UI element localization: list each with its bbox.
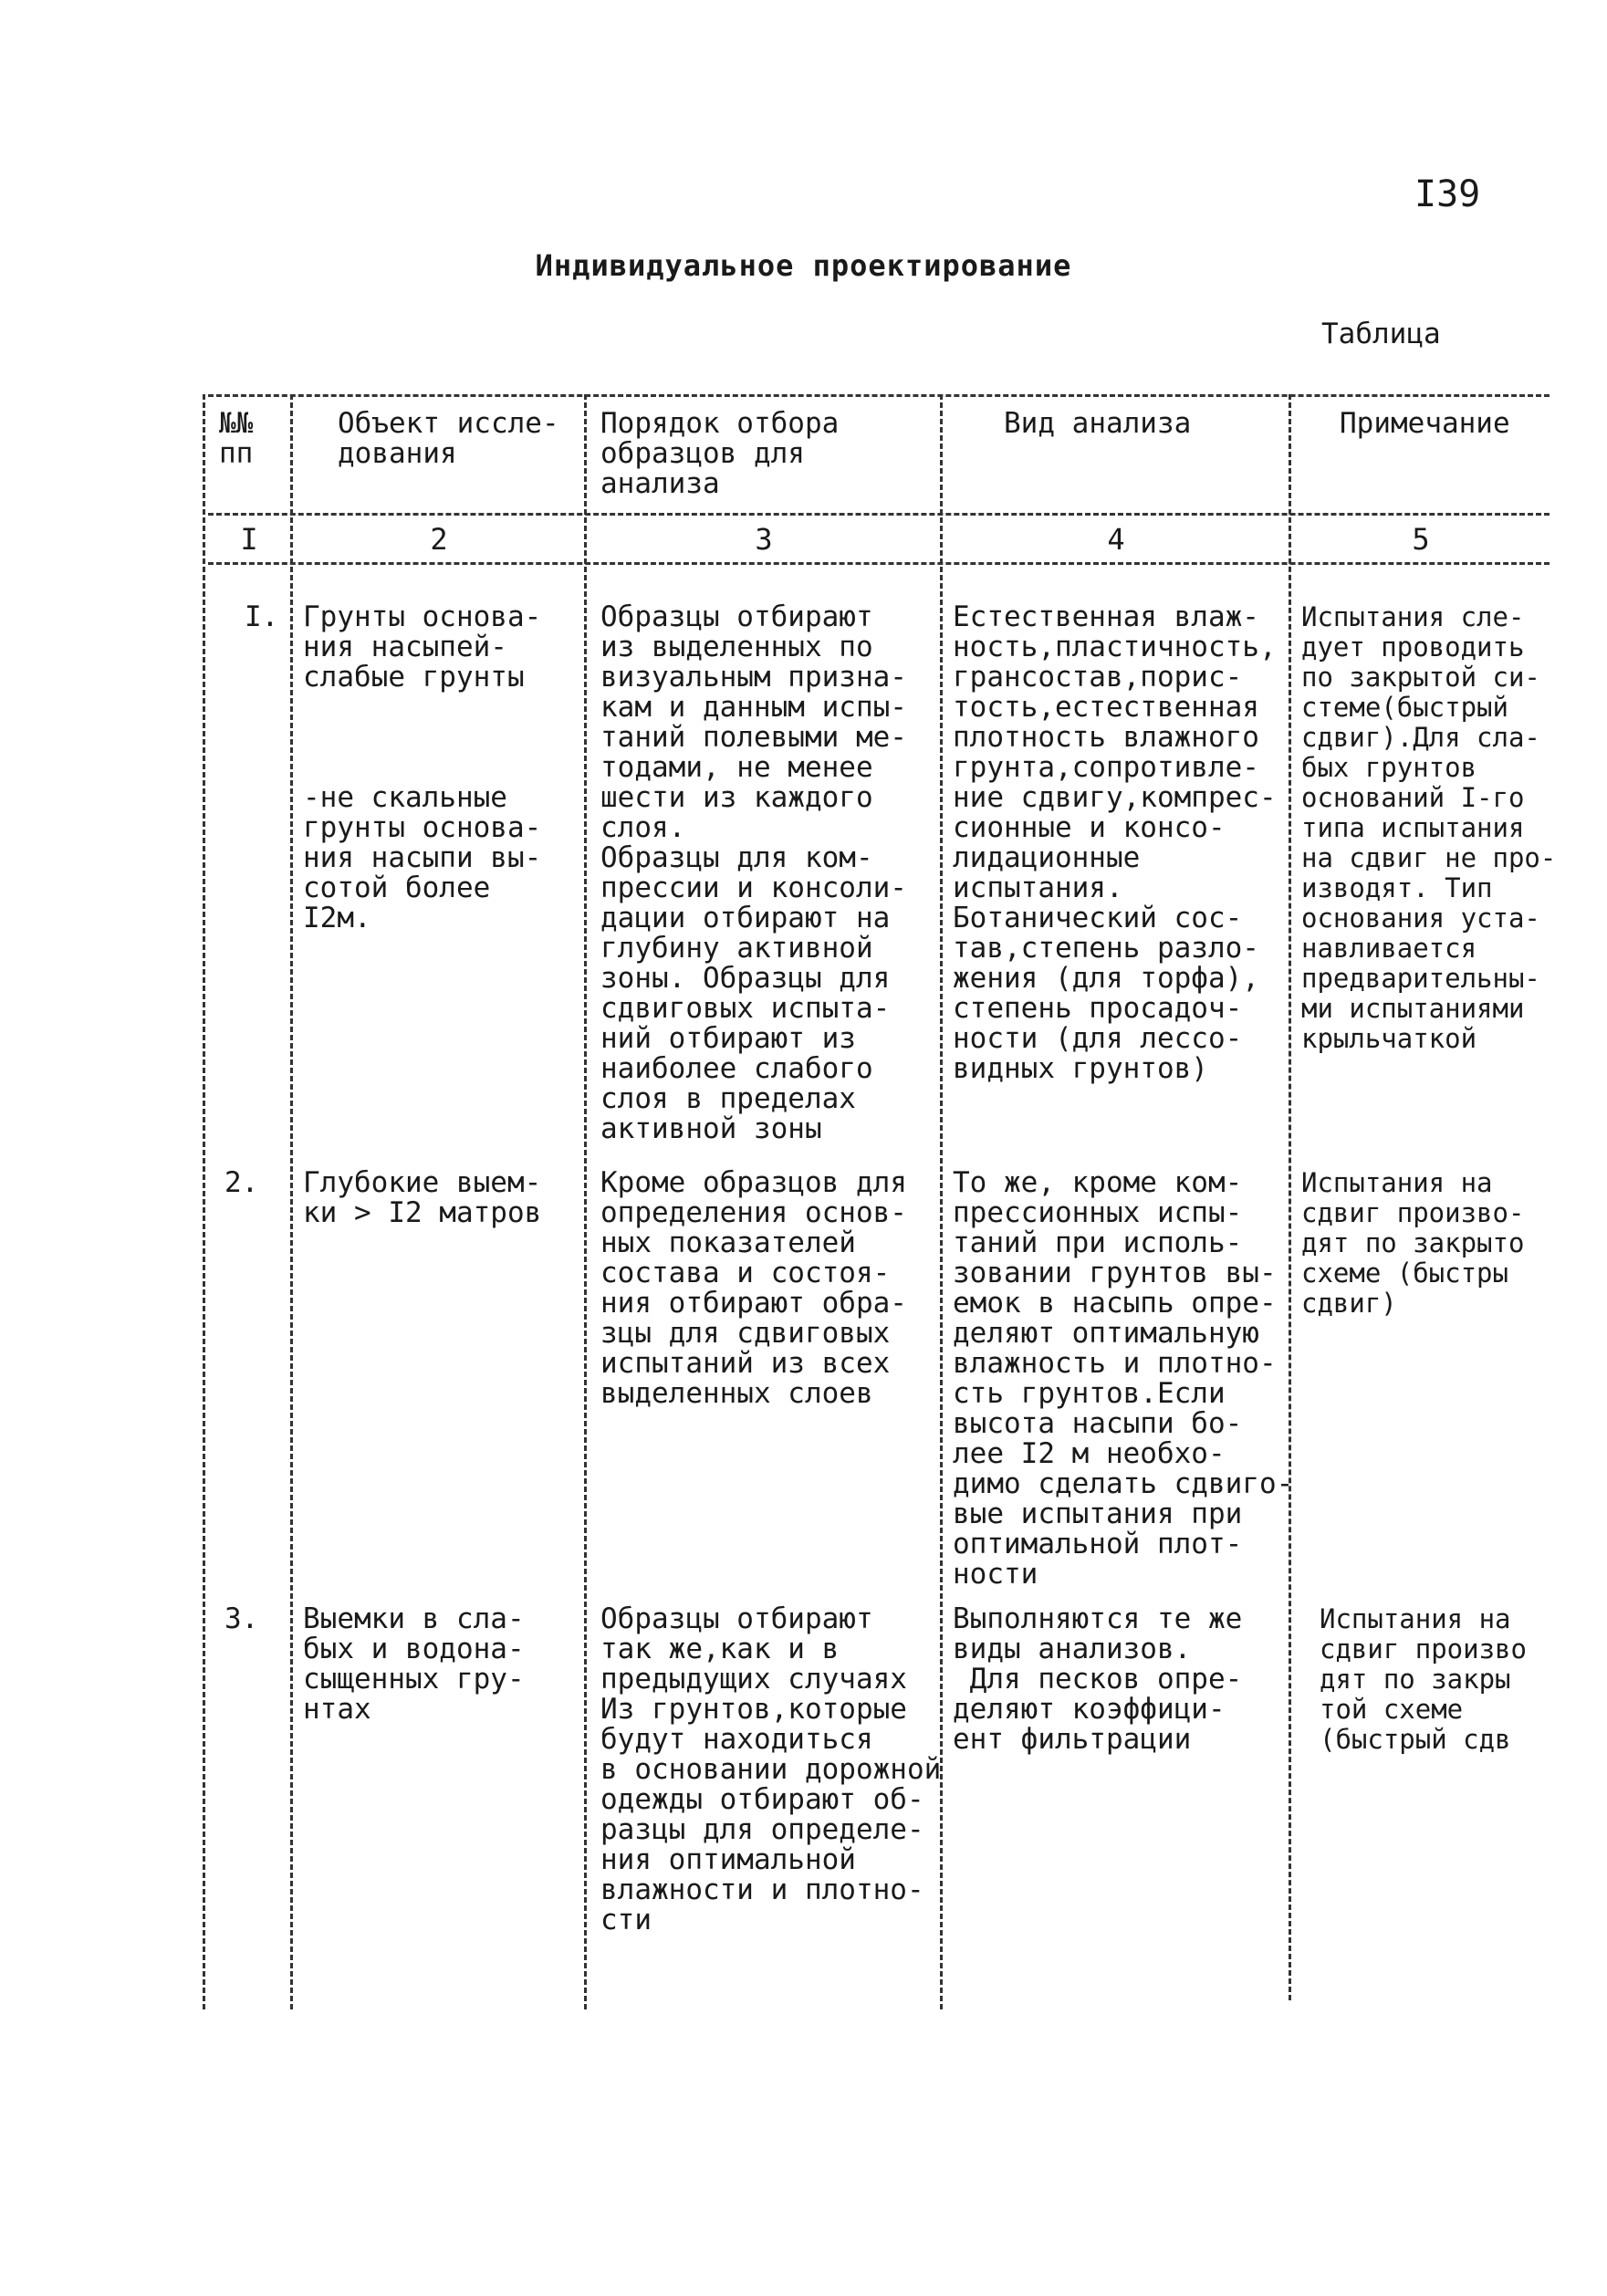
row-note: Испытания на сдвиг произво дят по закры той схеме (быстрый сдв bbox=[1320, 1603, 1527, 1755]
table-left-border bbox=[203, 394, 205, 2009]
row-analysis: То же, кроме ком- прессионных испы- таний при исполь- зовании грунтов вы- емок в насыпь опре- деляют оптимальную влажность и плотно- сть грунтов.Если высота насыпи бо- лее I2 м необхо- димо сделать сдвиго- вые испытания при оптимальной плот- ности bbox=[953, 1166, 1294, 1591]
column-number: 5 bbox=[1412, 522, 1430, 557]
column-number: 4 bbox=[1107, 522, 1125, 557]
row-analysis: Выполняются те же виды анализов. Для песков опре- деляют коэффици- ент фильтрации bbox=[953, 1602, 1243, 1756]
column-divider bbox=[290, 394, 293, 2009]
table-label: Таблица bbox=[1321, 318, 1441, 350]
row-object: Грунты основа- ния насыпей- слабые грунты -не скальные грунты основа- ния насыпи вы- сотой более I2м. bbox=[303, 600, 542, 934]
table-top-rule bbox=[208, 394, 1550, 397]
row-number: I. bbox=[245, 600, 279, 633]
header-note: Примечание bbox=[1340, 407, 1510, 440]
column-number: 3 bbox=[755, 522, 773, 557]
page-title: Индивидуальное проектирование bbox=[535, 248, 1072, 283]
row-note: Испытания сле- дует проводить по закрытой си- стеме(быстрый сдвиг).Для сла- бых грунтов оснований I-го типа испытания на сдвиг не про- изводят. Тип основания уста- навливается предварительны- ми испытаниями крыльчаткой bbox=[1301, 601, 1557, 1054]
column-number: I bbox=[240, 522, 258, 557]
header-bottom-rule bbox=[208, 513, 1550, 516]
row-object: Выемки в сла- бых и водона- сыщенных гру- нтах bbox=[303, 1602, 525, 1726]
row-number: 3. bbox=[224, 1602, 259, 1635]
column-divider bbox=[584, 394, 587, 2009]
numbers-bottom-rule bbox=[208, 562, 1550, 565]
row-number: 2. bbox=[224, 1166, 259, 1199]
row-note: Испытания на сдвиг произво- дят по закрыто схеме (быстры сдвиг) bbox=[1301, 1167, 1525, 1319]
row-sampling: Образцы отбирают так же,как и в предыдущих случаях Из грунтов,которые будут находиться в основании дорожной одежды отбирают об- разцы для определе- ния оптимальной влажности и плотно- сти bbox=[600, 1602, 942, 1936]
header-sampling: Порядок отбора образцов для анализа bbox=[600, 407, 840, 500]
column-number: 2 bbox=[430, 522, 448, 557]
header-analysis: Вид анализа bbox=[1004, 407, 1192, 440]
row-sampling: Образцы отбирают из выделенных по визуальным призна- кам и данным испы- таний полевыми ме- тодами, не менее шести из каждого слоя. Образцы для ком- прессии и консоли- дации отбирают на глубину активной зоны. Образцы для сдвиговых испыта- ний отбирают из наиболее слабого слоя в пределах активной зоны bbox=[600, 600, 907, 1145]
row-analysis: Естественная влаж- ность,пластичность, грансостав,порис- тость,естественная плотность влажного грунта,сопротивле- ние сдвигу,компрес- сионные и консо- лидационные испытания. Ботанический сос- тав,степень разло- жения (для торфа), степень просадоч- ности (для лессо- видных грунтов) bbox=[953, 600, 1277, 1085]
row-object: Глубокие выем- ки > I2 матров bbox=[303, 1166, 542, 1229]
page-number: I39 bbox=[1414, 173, 1481, 215]
row-sampling: Кроме образцов для определения основ- ных показателей состава и состоя- ния отбирают обра- зцы для сдвиговых испытаний из всех выделенных слоев bbox=[600, 1166, 907, 1410]
header-number: №№ пп bbox=[219, 407, 254, 470]
header-object: Объект иссле- дования bbox=[338, 407, 559, 470]
